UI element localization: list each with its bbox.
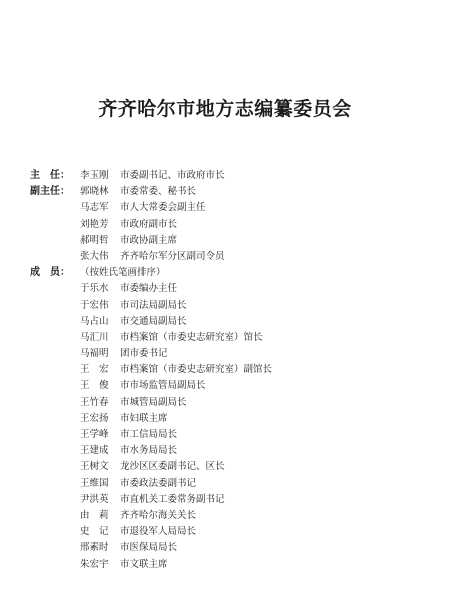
- member-title: 市人大常委会副主任: [120, 202, 206, 214]
- member-title: 市档案馆（市委史志研究室）副馆长: [120, 364, 273, 376]
- member-name: 李玉刚: [80, 170, 109, 181]
- roster-row-member: [0, 281, 450, 297]
- roster-row-deputy: [0, 233, 450, 249]
- roster-row-member: [0, 298, 450, 314]
- roster-row-member: [0, 362, 450, 378]
- member-title: 市委政法委副书记: [120, 477, 197, 489]
- roster-row-member: [0, 443, 450, 459]
- role-label-member: 成 员：: [30, 267, 70, 279]
- member-title: 市交通局副局长: [120, 315, 187, 327]
- roster-row-member: [0, 395, 450, 411]
- member-name: 王宏扬: [80, 412, 109, 424]
- roster-row-member: [0, 378, 450, 394]
- member-name: 马汇川: [80, 331, 109, 343]
- member-name: 尹洪英: [80, 493, 109, 505]
- member-title: 市委编办主任: [120, 283, 178, 295]
- member-title: 市档案馆（市委史志研究室）馆长: [120, 331, 263, 343]
- roster-row-member: [0, 508, 450, 524]
- member-title: 市工信局局长: [120, 429, 178, 440]
- member-title: 市市场监管局副局长: [120, 380, 206, 392]
- roster-row-deputy: [0, 184, 450, 200]
- member-title: 市城管局副局长: [120, 396, 187, 408]
- member-title: 齐齐哈尔海关关长: [120, 509, 197, 521]
- member-name: 马志军: [80, 202, 109, 214]
- roster-row-member: [0, 524, 450, 540]
- role-label-deputy: 副主任：: [30, 186, 70, 198]
- roster-row-deputy: [0, 217, 450, 233]
- member-title: 齐齐哈尔军分区副司令员: [120, 250, 225, 262]
- roster-row-deputy: [0, 249, 450, 265]
- member-name: 由 莉: [80, 509, 109, 521]
- member-name: 于乐水: [80, 283, 109, 295]
- roster-row-member: [0, 459, 450, 475]
- member-name: 朱宏宇: [80, 558, 109, 570]
- member-title: 市水务局局长: [120, 445, 178, 457]
- member-title: 市司法局副局长: [120, 299, 187, 311]
- member-name: 马福明: [80, 348, 109, 360]
- member-name: 史 记: [80, 526, 109, 538]
- roster-row-member: [0, 476, 450, 492]
- member-name: 王竹春: [80, 396, 109, 408]
- member-title: 龙沙区区委副书记、区长: [120, 461, 225, 473]
- committee-roster: [0, 168, 450, 573]
- member-name: 王 宏: [80, 364, 109, 376]
- roster-row-member: [0, 540, 450, 556]
- member-title: 团市委书记: [120, 348, 168, 360]
- member-name: 张大伟: [80, 250, 109, 262]
- roster-row-member: [0, 557, 450, 573]
- member-name: 郝明哲: [80, 234, 109, 246]
- sort-note: （按姓氏笔画排序）: [80, 267, 166, 279]
- member-name: 王建成: [80, 445, 109, 457]
- roster-row-member: [0, 314, 450, 330]
- member-title: 市妇联主席: [120, 412, 168, 424]
- roster-row-member: [0, 346, 450, 362]
- role-label-director: 主 任：: [30, 170, 70, 181]
- member-title: 市政协副主席: [120, 234, 178, 246]
- member-name: 邢素时: [80, 542, 109, 554]
- member-name: 郭晓林: [80, 186, 109, 198]
- roster-row-member: [0, 492, 450, 508]
- roster-row-director: [0, 168, 450, 184]
- member-name: 王树文: [80, 461, 109, 473]
- member-title: 市委常委、秘书长: [120, 186, 197, 198]
- roster-row-deputy: [0, 200, 450, 216]
- member-name: 于宏伟: [80, 299, 109, 311]
- member-title: 市政府副市长: [120, 218, 178, 230]
- member-name: 刘艳芳: [80, 218, 109, 230]
- member-name: 王学峰: [80, 429, 109, 440]
- member-name: 王维国: [80, 477, 109, 489]
- roster-row-member-header: [0, 265, 450, 281]
- member-name: 马占山: [80, 315, 109, 327]
- roster-row-member: [0, 330, 450, 346]
- member-title: 市直机关工委常务副书记: [120, 493, 225, 505]
- member-title: 市委副书记、市政府市长: [120, 170, 225, 181]
- roster-row-member: [0, 411, 450, 427]
- member-title: 市退役军人局局长: [120, 526, 197, 538]
- roster-row-member: [0, 427, 450, 443]
- member-title: 市医保局局长: [120, 542, 178, 554]
- member-title: 市文联主席: [120, 558, 168, 570]
- member-name: 王 俊: [80, 380, 109, 392]
- page-title: 齐齐哈尔市地方志编纂委员会: [98, 98, 352, 120]
